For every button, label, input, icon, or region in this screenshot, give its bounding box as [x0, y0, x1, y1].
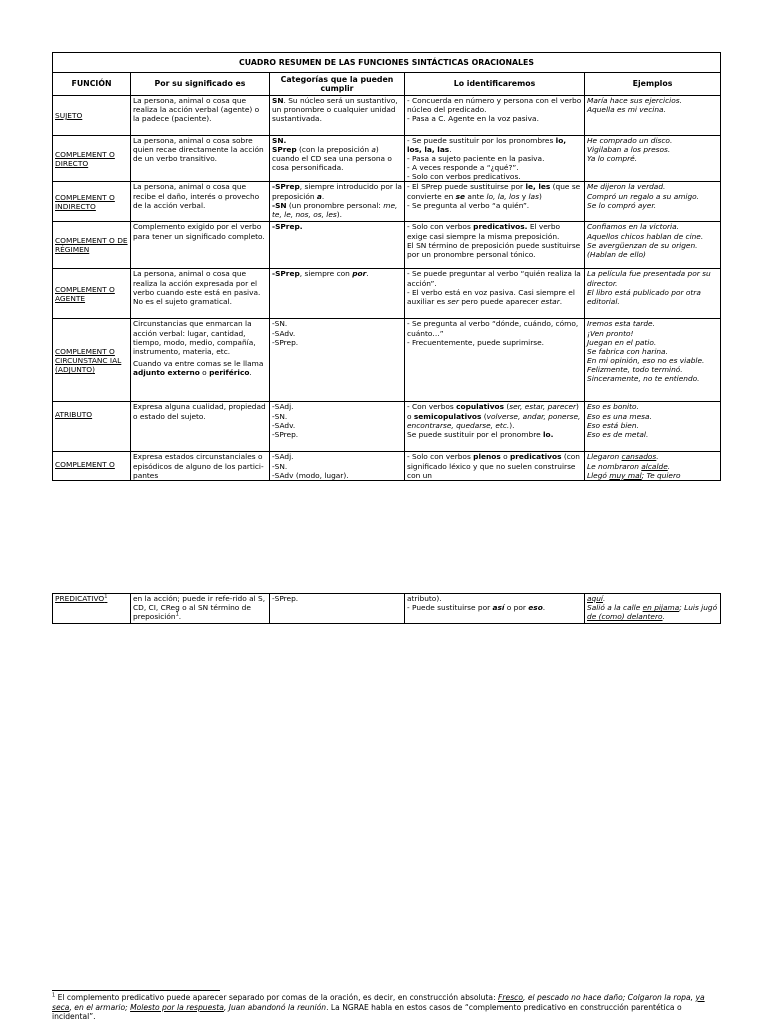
examples-cell [585, 402, 721, 452]
text-run: o [500, 452, 510, 462]
examples-cell [585, 319, 721, 402]
text-run: lo. [542, 429, 554, 439]
text-line: - Pasa a C. Agente en la voz pasiva. [407, 114, 539, 124]
categories-cell: -SPrep. [270, 594, 405, 624]
example-line: Aquellos chicos hablan de cine. [587, 231, 704, 241]
function-name: SUJETO [53, 96, 131, 136]
text-line: El SN término de preposición puede sustituirse por un pronombre personal tónico. [407, 240, 581, 259]
text-run: de (como) delantero [587, 612, 663, 622]
function-name: COMPLEMENT O DIRECTO [53, 136, 131, 182]
examples-cell [585, 452, 721, 480]
text-line: - Frecuentemente, puede suprimirse. [407, 337, 545, 347]
text-run: eso [528, 603, 543, 613]
meaning-cell: La persona, animal o cosa que realiza la acción expresada por el verbo cuando este está en pasiva. No es el sujeto gramatical. [131, 269, 270, 319]
text-line: - Pasa a sujeto paciente en la pasiva. [407, 154, 545, 164]
example-line: La película fue presentada por su director. [587, 269, 711, 288]
categories-cell [270, 402, 405, 452]
footnote-number: 1 [52, 992, 56, 999]
text-run: plenos [473, 452, 501, 462]
function-name-main: COMPLEMENT O CIRCUNSTANC IAL [55, 346, 122, 365]
examples-cell [585, 269, 721, 319]
row-complemento-circunstancial [53, 319, 721, 402]
text-run: . [667, 461, 671, 471]
text-line: -SAdv. [272, 328, 296, 338]
text-run: SN [272, 96, 284, 105]
text-line [272, 182, 402, 200]
example-line: En mi opinión, eso no es viable. [587, 355, 705, 365]
text-run: y [519, 191, 529, 201]
table-title-row [53, 53, 721, 73]
text-run: Le nombraron [587, 461, 642, 471]
text-run: pero puede aparecer [458, 296, 541, 306]
identify-cell [405, 594, 585, 624]
text-run: . [366, 269, 369, 279]
text-run: Llegaron [587, 452, 622, 462]
examples-cell [585, 136, 721, 182]
example-line: Eso es una mesa. [587, 411, 652, 421]
text-run: . [449, 145, 452, 155]
text-run: adjunto externo [133, 367, 200, 377]
example-line [587, 452, 718, 461]
text-run: o [199, 367, 210, 377]
meaning-cell [131, 594, 270, 624]
identify-cell [405, 136, 585, 182]
text-run: . [249, 367, 252, 377]
text-run: le, les [525, 182, 551, 192]
text-line: SN. [272, 136, 287, 145]
header-significado: Por su significado es [131, 73, 270, 96]
examples-cell [585, 594, 721, 624]
text-run: (con la preposición [296, 145, 372, 155]
example-line: María hace sus ejercicios. [587, 96, 682, 105]
text-line: Circunstancias que enmarcan la acción verbal: lugar, cantidad, tiempo, modo, medio, compañía, instrumento, materia, etc. [133, 319, 256, 356]
table-title: CUADRO RESUMEN DE LAS FUNCIONES SINTÁCTICAS ORACIONALES [53, 53, 721, 73]
text-run: , siempre con [299, 269, 353, 279]
identify-cell [405, 269, 585, 319]
row-atributo [53, 402, 721, 452]
text-line [272, 201, 402, 219]
text-run: en la acción; puede ir refe-rido al S, CD, CI, CReg o al SN término de preposición [133, 594, 266, 622]
function-name: ATRIBUTO [53, 402, 131, 452]
categories-cell [270, 222, 405, 269]
function-name-alt [55, 365, 128, 374]
categories-cell [270, 452, 405, 480]
text-line: - Solo con verbos predicativos. [407, 172, 521, 182]
text-run: - El SPrep puede sustituirse por [407, 182, 526, 192]
text-run: por [352, 269, 367, 279]
text-run: estar [540, 296, 560, 306]
text-run: - Con verbos [407, 402, 457, 412]
text-run: periférico [209, 367, 250, 377]
example-line: Se avergüenzan de su origen. [587, 240, 698, 250]
example-line: Aquella es mi vecina. [587, 105, 666, 115]
text-run: . [321, 191, 325, 201]
text-run: me, te, le, nos, os, les [272, 200, 398, 219]
text-line: -SAdj. [272, 402, 294, 412]
text-run: - Solo con verbos [407, 222, 474, 232]
footnote [52, 993, 720, 1022]
example-line [587, 462, 718, 471]
text-run: ser, estar, parecer [509, 402, 577, 412]
text-run: predicativos [509, 452, 562, 462]
text-run: , siempre introducido por la preposición [272, 182, 402, 201]
text-run: -SPrep [272, 182, 300, 192]
text-run: volverse, andar, ponerse, encontrarse, quedarse, etc. [407, 411, 581, 430]
text-run: ( [504, 402, 510, 412]
example-line: Sinceramente, no te entiendo. [587, 374, 700, 384]
row-complemento-directo [53, 136, 721, 182]
text-run: ante [465, 191, 487, 201]
meaning-cell: Expresa alguna cualidad, propiedad o estado del sujeto. [131, 402, 270, 452]
text-run: . [542, 603, 546, 613]
text-line: -SAdv (modo, lugar). [272, 470, 349, 480]
text-line: -SN. [272, 411, 288, 421]
meaning-cell: Complemento exigido por el verbo para tener un significado completo. [131, 222, 270, 269]
text-line [407, 603, 582, 612]
text-run: - Se puede sustituir por los pronombres [407, 136, 556, 145]
example-line [587, 594, 718, 603]
text-line [407, 222, 582, 240]
example-line: ¡Ven pronto! [587, 328, 634, 338]
identify-cell [405, 182, 585, 222]
text-run: , en el armario; [69, 1002, 131, 1012]
example-line: Eso es bonito. [587, 402, 639, 412]
text-run: . [662, 612, 665, 622]
function-name: COMPLEMENT O [53, 452, 131, 480]
example-line [587, 603, 718, 621]
categories-cell [270, 96, 405, 136]
text-line [407, 182, 582, 200]
function-name: COMPLEMENT O DE RÉGIMEN [53, 222, 131, 269]
text-run: ADJUNTO [57, 365, 93, 375]
text-line: -SN. [272, 319, 288, 329]
text-line: - Concuerda en número y persona con el verbo núcleo del predicado. [407, 96, 582, 115]
text-run: , el pescado no hace daño; Colgaron la ropa, [523, 993, 696, 1002]
text-run: PREDICATIVO [55, 594, 105, 603]
text-run: . La NGRAE habla en estos casos de “complemento predicativo en construcción parentética o incidental”. [52, 1002, 682, 1022]
text-run: Fresco [498, 993, 523, 1002]
text-run: - El verbo está en voz pasiva. Casi siempre el auxiliar es [407, 287, 575, 306]
text-run: . Su núcleo será un sustantivo, un pronombre o cualquier unidad sustantivada. [272, 96, 398, 124]
categories-cell [270, 319, 405, 402]
text-run: ser [447, 296, 459, 306]
text-run: Salió a la calle [587, 603, 643, 613]
text-run: ). [509, 420, 515, 430]
header-categorias: Categorías que la pueden cumplir [270, 73, 405, 96]
text-run: ( [55, 365, 58, 375]
text-run: Cuando va entre comas se le llama [133, 358, 264, 368]
text-run: ya seca [52, 993, 705, 1012]
text-run: . [656, 452, 659, 462]
example-line: (Hablan de ello) [587, 249, 646, 259]
function-name: COMPLEMENT O INDIRECTO [53, 182, 131, 222]
text-run: a [371, 145, 376, 155]
text-run: ) [92, 365, 95, 375]
text-run: semicopulativos [413, 411, 482, 421]
text-run: lo, la, los [486, 191, 520, 201]
text-run: - Puede sustituirse por [407, 603, 493, 613]
example-line: Confiamos en la victoria. [587, 222, 679, 232]
header-funcion: FUNCIÓN [53, 73, 131, 96]
row-complemento-predicativo [53, 452, 721, 480]
text-run: ) [538, 191, 542, 201]
text-run: (que se convierte en [407, 182, 581, 201]
text-run: Llegó [587, 470, 610, 480]
example-line: Me dijeron la verdad. [587, 182, 666, 192]
example-line [587, 471, 718, 480]
text-run: (un pronombre personal: [286, 200, 384, 210]
example-line: Se fabrica con harina. [587, 346, 668, 356]
example-line: Ya lo compré. [587, 154, 638, 164]
text-run: lo, los, la, las [407, 136, 567, 155]
function-name [53, 319, 131, 402]
text-line [133, 359, 267, 377]
example-line: Vigilaban a los presos. [587, 145, 671, 155]
summary-table [52, 52, 721, 481]
text-line: -SAdv. [272, 420, 296, 430]
text-line [407, 430, 582, 439]
meaning-cell: Expresa estados circunstanciales o episódicos de alguno de los partici-pantes [131, 452, 270, 480]
text-run: El verbo exige casi siempre la misma preposición. [407, 222, 561, 241]
identify-cell [405, 96, 585, 136]
footnote-separator [52, 990, 220, 991]
footnote-ref[interactable]: 1 [104, 593, 108, 600]
text-line: atributo). [407, 594, 442, 603]
example-line: Eso es de metal. [587, 429, 649, 439]
text-run: o por [504, 603, 529, 613]
text-run: SPrep [272, 145, 297, 155]
text-run: . [178, 612, 182, 622]
text-line: - A veces responde a “¿qué?”. [407, 163, 519, 173]
text-run: Molesto por la respuesta [130, 1002, 224, 1012]
row-complemento-indirecto [53, 182, 721, 222]
text-run: alcalde [641, 461, 668, 471]
example-line: Eso está bien. [587, 420, 639, 430]
meaning-cell: La persona, animal o cosa que realiza la acción verbal (agente) o la padece (paciente). [131, 96, 270, 136]
text-run: así [492, 603, 505, 613]
identify-cell [405, 222, 585, 269]
header-ejemplos: Ejemplos [585, 73, 721, 96]
text-run: a [316, 191, 322, 201]
text-run: cansados [621, 452, 657, 462]
text-run: ( [481, 411, 487, 421]
text-line: -SN. [272, 461, 288, 471]
example-line: Compró un regalo a su amigo. [587, 191, 700, 201]
text-line: -SPrep. [272, 429, 299, 439]
text-line: - Se puede preguntar al verbo “quién realiza la acción”. [407, 269, 581, 288]
example-line: Iremos esta tarde. [587, 319, 655, 329]
meaning-cell: La persona, animal o cosa que recibe el daño, interés o provecho de la acción verbal. [131, 182, 270, 222]
text-run: El complemento predicativo puede aparecer separado por comas de la oración, es decir, en construcción absoluta: [55, 993, 499, 1002]
text-line: -SPrep. [272, 337, 299, 347]
text-run: muy mal [609, 470, 642, 480]
text-run: -SPrep. [272, 222, 303, 232]
footnote-ref[interactable]: 1 [175, 611, 179, 618]
text-line: - Se pregunta al verbo “dónde, cuándo, cómo, cuánto…” [407, 319, 579, 338]
example-line: Juegan en el patio. [587, 337, 657, 347]
categories-cell [270, 182, 405, 222]
text-run: . [602, 594, 606, 603]
row-complemento-predicativo-cont [53, 594, 721, 624]
text-line: - Se pregunta al verbo “a quién”. [407, 200, 530, 210]
text-run: ) cuando el CD sea una persona o cosa personificada. [272, 145, 392, 173]
identify-cell [405, 452, 585, 480]
text-line: -SAdj. [272, 452, 294, 462]
row-complemento-agente [53, 269, 721, 319]
text-run: -SPrep [272, 269, 300, 279]
text-run: ). [336, 209, 342, 219]
text-run: copulativos [456, 402, 505, 412]
row-complemento-regimen [53, 222, 721, 269]
identify-cell [405, 319, 585, 402]
examples-cell [585, 222, 721, 269]
text-run: - Solo con verbos [407, 452, 474, 462]
example-line: El libro está publicado por otra editorial. [587, 287, 701, 306]
text-line [407, 452, 582, 479]
text-run: -SN [272, 200, 287, 210]
categories-cell [270, 269, 405, 319]
table-header-row [53, 73, 721, 96]
text-line [407, 402, 582, 429]
text-run: ; Te quiero [641, 470, 681, 480]
text-run: . [559, 296, 563, 306]
categories-cell [270, 136, 405, 182]
header-identificar: Lo identificaremos [405, 73, 585, 96]
meaning-cell [131, 319, 270, 402]
text-run: ) o [407, 402, 579, 421]
example-line: Felizmente, todo terminó. [587, 364, 683, 374]
text-line [407, 288, 582, 306]
text-run: las [528, 191, 539, 201]
function-name [53, 594, 131, 624]
text-run: Se puede sustituir por el pronombre [407, 429, 543, 439]
summary-table-continuation [52, 593, 721, 624]
text-run: aquí [587, 594, 603, 603]
example-line: Se lo compró ayer. [587, 200, 657, 210]
text-run: (con significado léxico y que no suelen construirse con un [407, 452, 580, 480]
identify-cell [405, 402, 585, 452]
text-run: se [455, 191, 466, 201]
text-run: , Juan abandonó la reunión [223, 1002, 327, 1012]
text-run: predicativos. [473, 222, 528, 232]
text-line [407, 136, 582, 154]
text-run: ; Luis jugó [679, 603, 718, 613]
function-name: COMPLEMENT O AGENTE [53, 269, 131, 319]
text-run: en pijama [642, 603, 680, 613]
row-sujeto [53, 96, 721, 136]
meaning-cell: La persona, animal o cosa sobre quien recae directamente la acción de un verbo transitivo. [131, 136, 270, 182]
text-line [272, 145, 402, 172]
examples-cell [585, 96, 721, 136]
examples-cell [585, 182, 721, 222]
example-line: He comprado un disco. [587, 136, 673, 145]
